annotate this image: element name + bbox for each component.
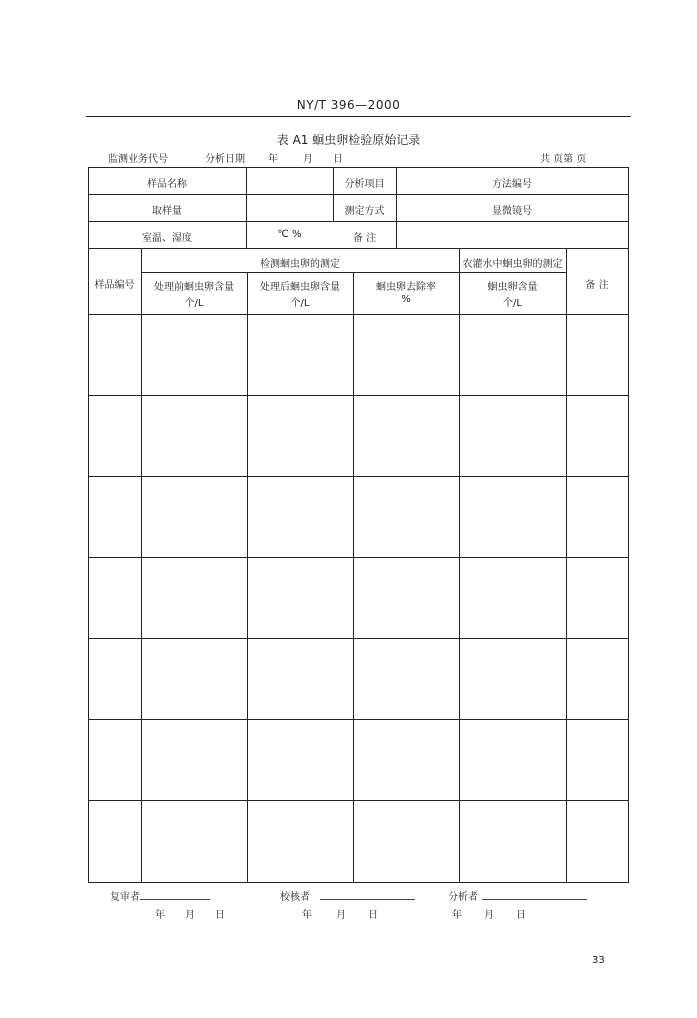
group-header-test: 检测蛔虫卵的测定 (260, 259, 340, 270)
col-before-treatment-unit: 个/L (184, 298, 204, 309)
checker-label: 校核者 (280, 892, 310, 903)
meta-day: 日 (333, 154, 343, 165)
col-before-treatment: 处理前蛔虫卵含量 (154, 282, 234, 293)
method-no-label: 方法编号 (492, 179, 532, 190)
sample-name-label: 样品名称 (147, 179, 187, 190)
header-rule (86, 116, 631, 117)
meta-month: 月 (303, 154, 313, 165)
reviewer-line (140, 899, 210, 900)
standard-code: NY/T 396—2000 (296, 98, 401, 112)
col-egg-content: 蛔虫卵含量 (487, 282, 538, 293)
analyst-year: 年 (452, 910, 462, 921)
sampling-amount-label: 取样量 (152, 206, 182, 217)
checker-line (320, 899, 415, 900)
checker-month: 月 (336, 910, 346, 921)
checker-year: 年 (302, 910, 312, 921)
col-after-treatment: 处理后蛔虫卵含量 (260, 282, 340, 293)
measurement-mode-label: 测定方式 (344, 206, 385, 217)
reviewer-day: 日 (215, 910, 225, 921)
page-number: 33 (592, 955, 605, 966)
info-remarks-label: 备 注 (352, 233, 377, 244)
col-removal-rate-unit: % (401, 294, 411, 305)
table-title: 表 A1 蛔虫卵检验原始记录 (276, 133, 421, 147)
analysis-item-label: 分析项目 (344, 179, 385, 190)
temp-unit-label: ℃ % (277, 229, 302, 240)
meta-year: 年 (268, 154, 278, 165)
analyst-day: 日 (516, 910, 526, 921)
reviewer-month: 月 (185, 910, 195, 921)
reviewer-year: 年 (155, 910, 165, 921)
sample-no-header: 样品编号 (94, 280, 135, 291)
microscope-no-label: 显微镜号 (492, 206, 532, 217)
col-removal-rate: 蛔虫卵去除率 (376, 282, 436, 293)
col-after-treatment-unit: 个/L (290, 298, 310, 309)
reviewer-label: 复审者 (110, 892, 140, 903)
checker-day: 日 (368, 910, 378, 921)
analyst-line (482, 899, 587, 900)
group-header-irrigation: 农灌水中蛔虫卵的测定 (462, 259, 563, 270)
pages-label: 共 页第 页 (540, 154, 587, 165)
analysis-date-label: 分析日期 (205, 154, 245, 165)
analyst-month: 月 (484, 910, 494, 921)
remarks-header: 备 注 (585, 280, 609, 291)
monitor-task-no-label: 监测业务代号 (108, 154, 168, 165)
col-egg-content-unit: 个/L (503, 298, 522, 309)
room-temp-humidity-label: 室温、湿度 (142, 233, 192, 244)
analyst-label: 分析者 (448, 892, 478, 903)
